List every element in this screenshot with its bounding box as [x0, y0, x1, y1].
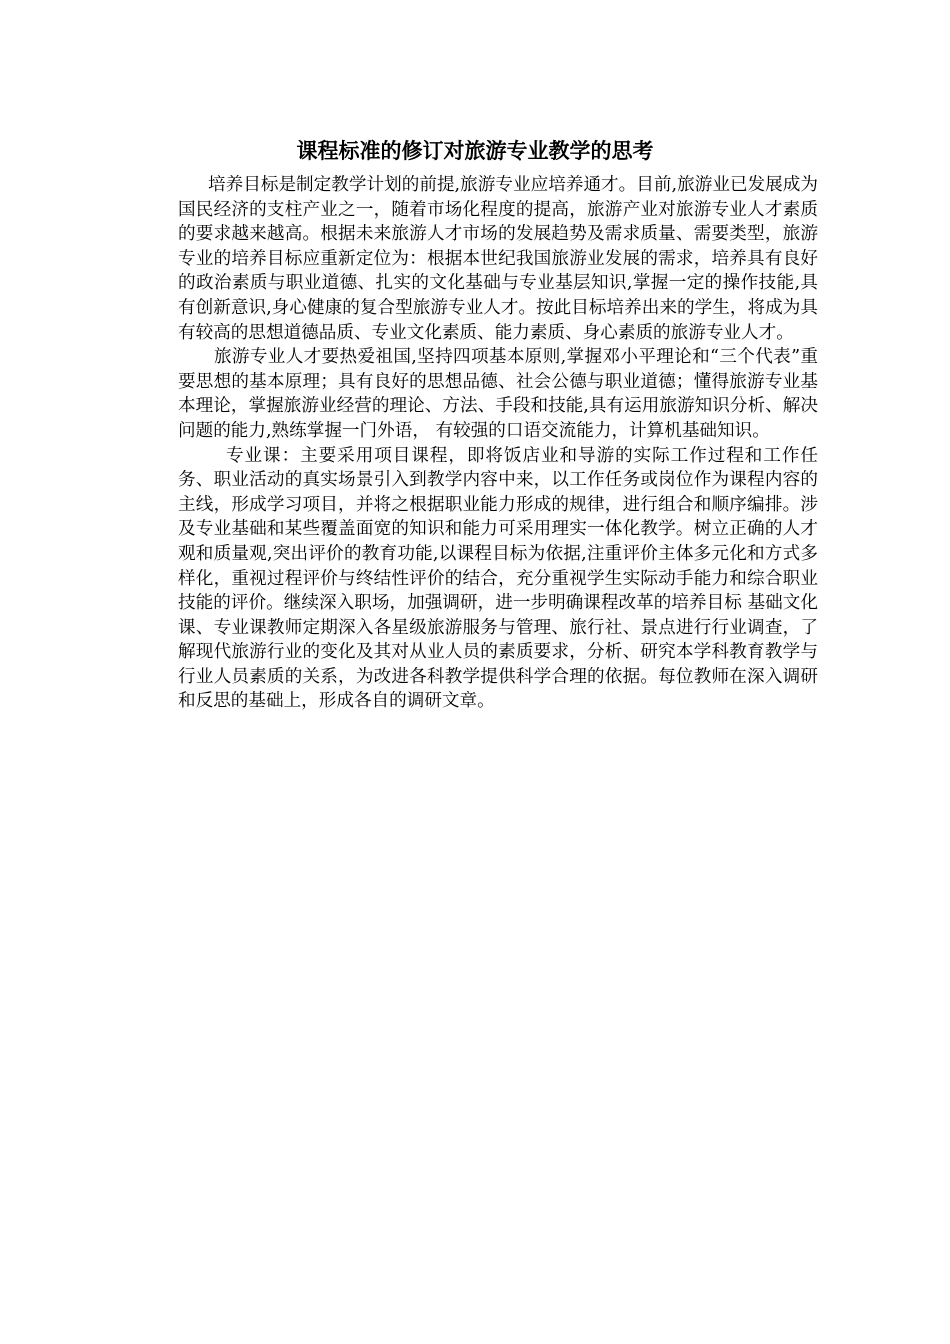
- paragraph-training-goals: 培养目标是制定教学计划的前提,旅游专业应培养通才。目前,旅游业已发展成为国民经济的支柱产业之一，随着市场化程度的提高，旅游产业对旅游专业人才素质的要求越来越高。根据未来旅游人才市场的发展趋势及需求质量、需要类型，旅游专业的培养目标应重新定位为：根据本世纪我国旅游业发展的需求，培养具有良好的政治素质与职业道德、扎实的文化基础与专业基层知识,掌握一定的操作技能,具有创新意识,身心健康的复合型旅游专业人才。按此目标培养出来的学生，将成为具有较高的思想道德品质、专业文化素质、能力素质、身心素质的旅游专业人才。: [178, 175, 818, 343]
- paragraph-talent-requirements: 旅游专业人才要热爱祖国,坚持四项基本原则,掌握邓小平理论和“三个代表”重要思想的基本原理；具有良好的思想品德、社会公德与职业道德；懂得旅游专业基本理论，掌握旅游业经营的理论、方法、手段和技能,具有运用旅游知识分析、解决问题的能力,熟练掌握一门外语， 有较强的口语交流能力，计算机基础知识。: [178, 347, 818, 441]
- document-title: 课程标准的修订对旅游专业教学的思考: [296, 138, 654, 163]
- paragraph-professional-courses: 专业课：主要采用项目课程，即将饭店业和导游的实际工作过程和工作任务、职业活动的真实场景引入到教学内容中来，以工作任务或岗位作为课程内容的主线，形成学习项目，并将之根据职业能力形成的规律，进行组合和顺序编排。涉及专业基础和某些覆盖面宽的知识和能力可采用理实一体化教学。树立正确的人才观和质量观,突出评价的教育功能,以课程目标为依据,注重评价主体多元化和方式多样化，重视过程评价与终结性评价的结合，充分重视学生实际动手能力和综合职业技能的评价。继续深入职场，加强调研，进一步明确课程改革的培养目标 基础文化课、专业课教师定期深入各星级旅游服务与管理、旅行社、景点进行行业调查，了解现代旅游行业的变化及其对从业人员的素质要求，分析、研究本学科教育教学与行业人员素质的关系，为改进各科教学提供科学合理的依据。每位教师在深入调研和反思的基础上，形成各自的调研文章。: [178, 445, 818, 712]
- document-body: [178, 173, 818, 714]
